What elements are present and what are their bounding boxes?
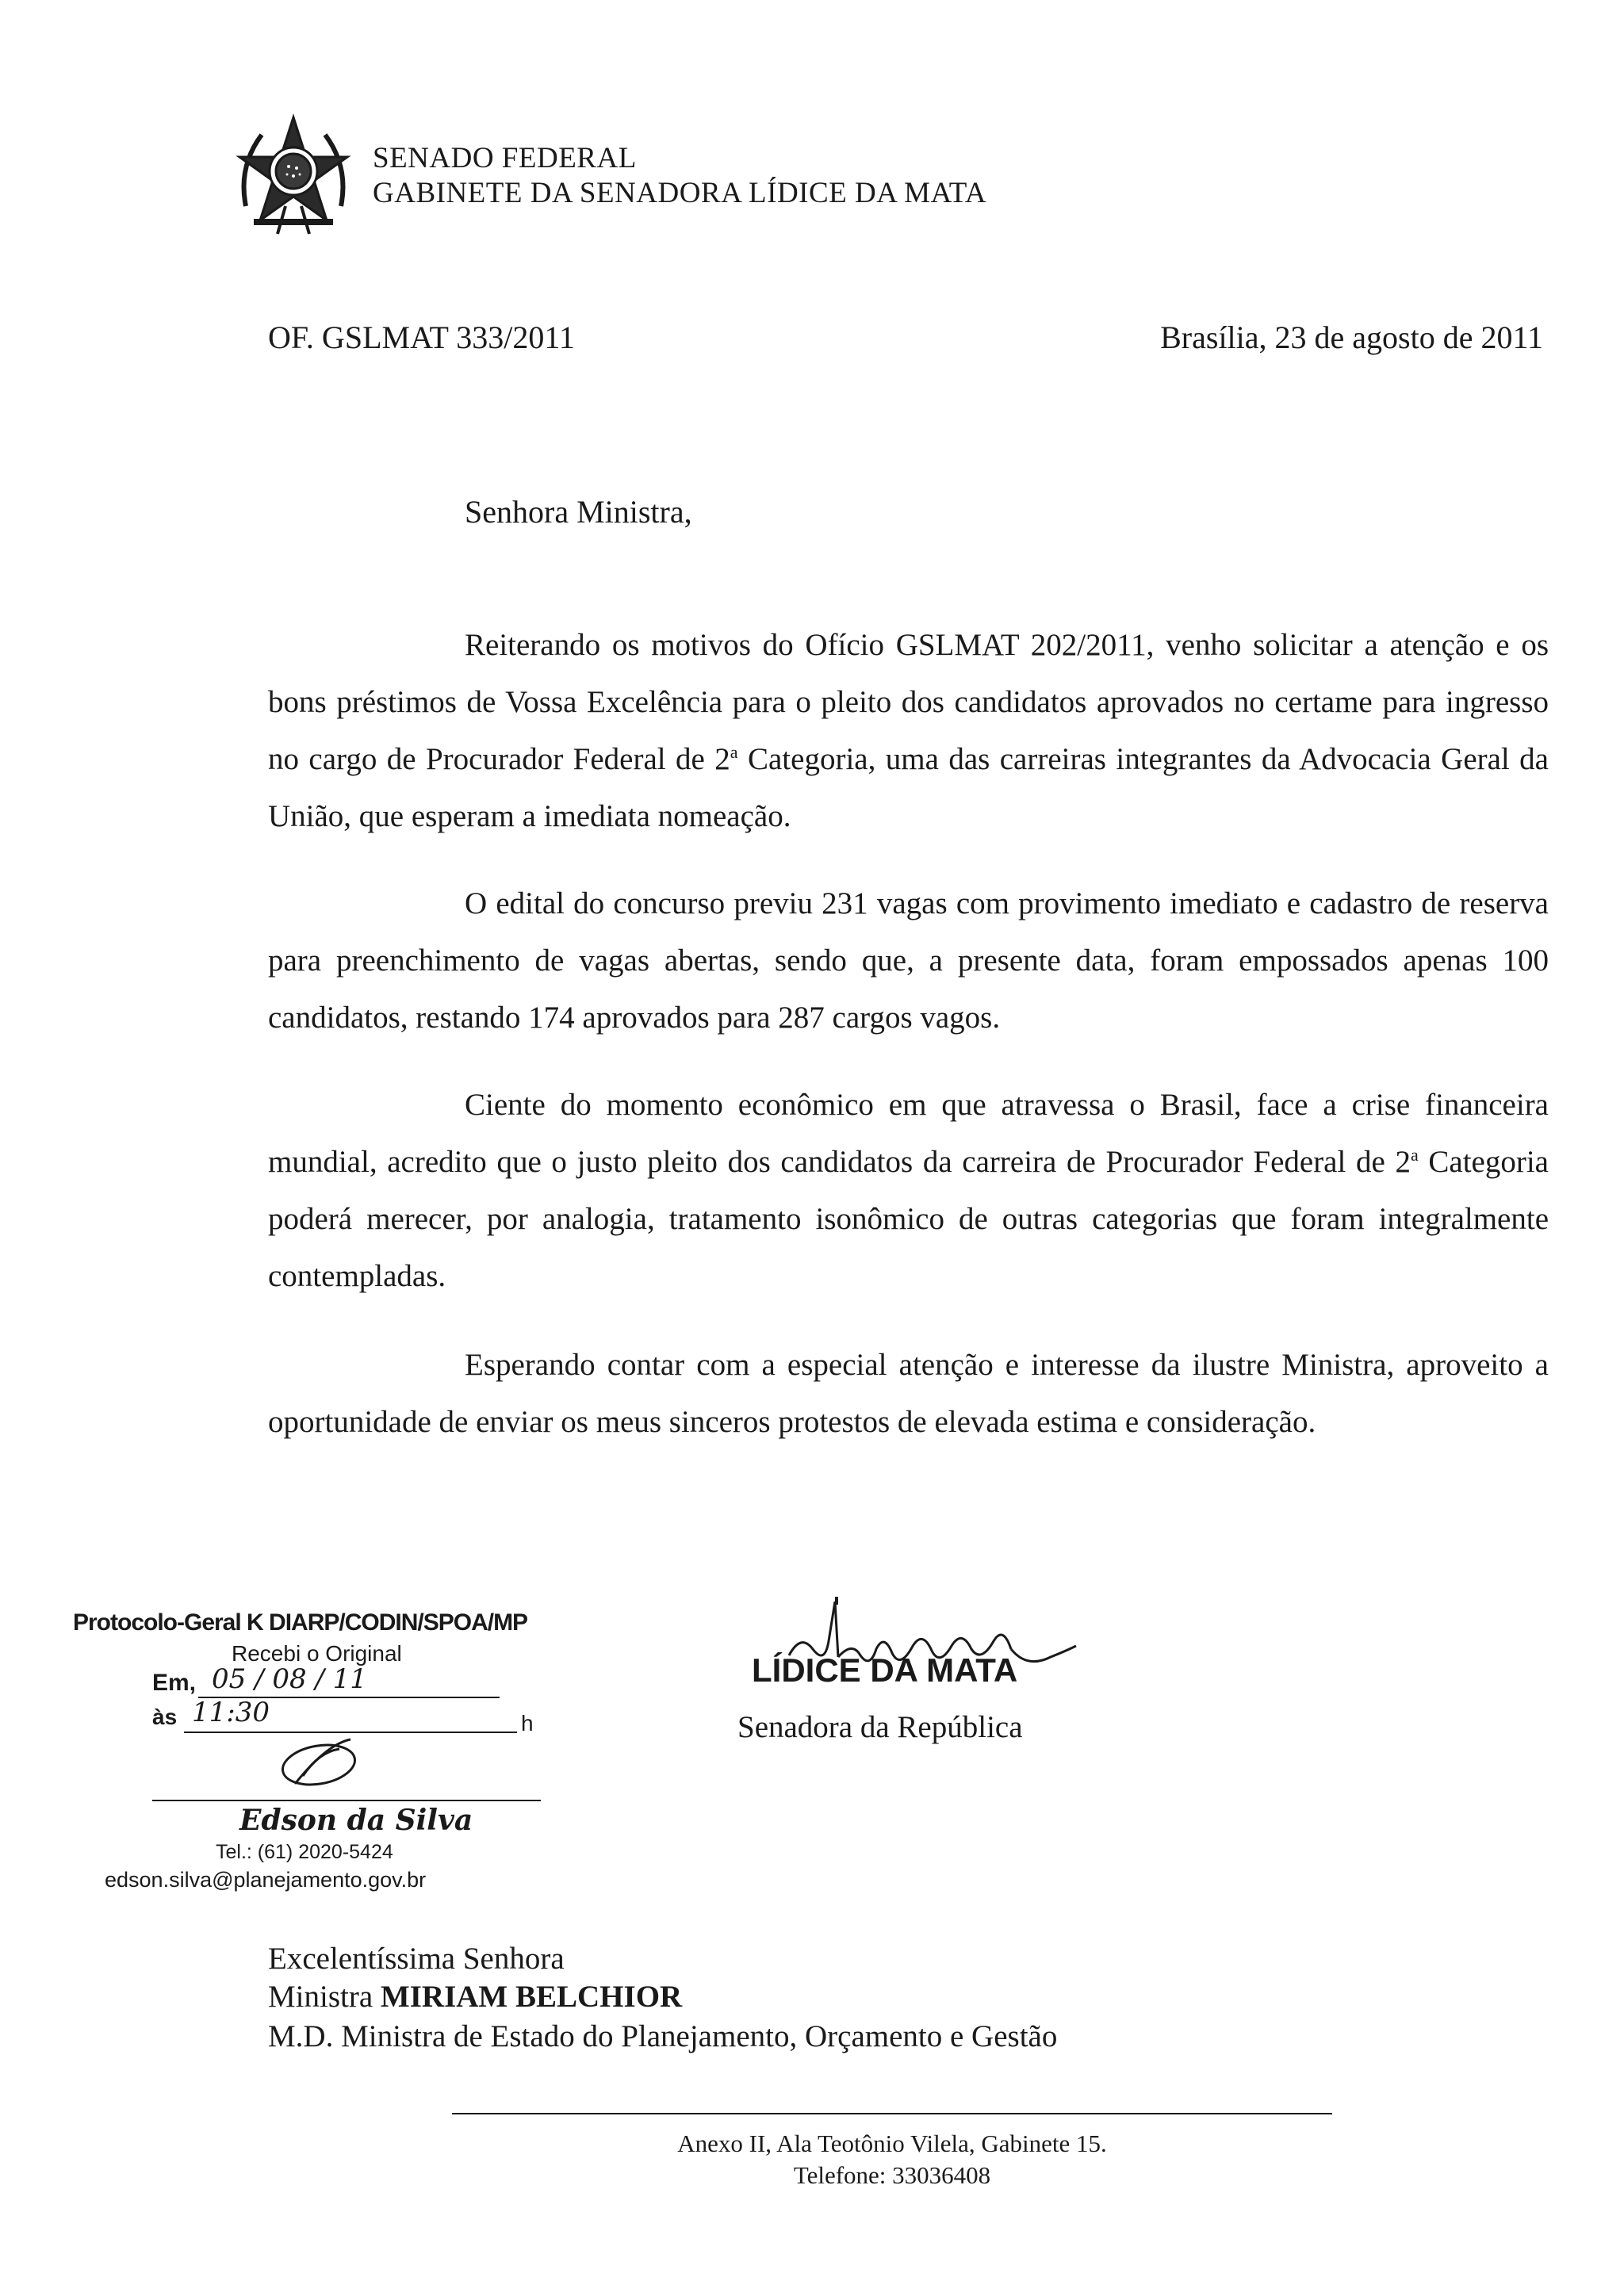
header-line1: SENADO FEDERAL	[373, 142, 637, 174]
paragraph-text: Categoria, uma das carreiras integrantes da Advocacia Geral da União, que esperam a imediata nomeação.	[268, 742, 1549, 833]
recipient-name: MIRIAM BELCHIOR	[380, 1980, 683, 2014]
brasao-republica-icon	[230, 111, 357, 238]
stamp-title: Protocolo-Geral K DIARP/CODIN/SPOA/MP	[73, 1609, 528, 1636]
stamp-as-label: às	[152, 1705, 178, 1729]
senator-name: LÍDICE DA MATA	[752, 1651, 1018, 1689]
stamp-em-label: Em,	[152, 1670, 197, 1696]
stamp-h-label: h	[521, 1711, 534, 1735]
footer-phone: Telefone: 33036408	[793, 2161, 991, 2189]
recipient-line1: Excelentíssima Senhora	[268, 1942, 565, 1976]
body-paragraph	[268, 617, 1549, 845]
letter-date: Brasília, 23 de agosto de 2011	[1160, 320, 1543, 355]
paragraph-text: Reiterando os motivos do Ofício GSLMAT 202/2011, venho solicitar a atenção e os bons préstimos de Vossa Excelência para o pleito dos candidatos aprovados no certame para ingresso no cargo de Procurador Federal de 2	[268, 628, 1549, 776]
recipient-line2	[268, 1979, 682, 2015]
stamp-em-value: 05 / 08 / 11	[212, 1663, 367, 1695]
paragraph-text: Categoria poderá merecer, por analogia, tratamento isonômico de outras categorias que foram integralmente contempladas.	[268, 1145, 1549, 1293]
stamp-email: edson.silva@planejamento.gov.br	[105, 1868, 427, 1892]
stamp-initials-signature	[263, 1736, 374, 1792]
recipient-title: Ministra	[268, 1980, 381, 2014]
stamp-divider	[152, 1800, 541, 1801]
paragraph-text: Esperando contar com a especial atenção e interesse da ilustre Ministra, aproveito a oportunidade de enviar os meus sinceros protestos de elevada estima e consideração.	[268, 1348, 1549, 1439]
paragraph-text: O edital do concurso previu 231 vagas com provimento imediato e cadastro de reserva para preenchimento de vagas abertas, sendo que, a presente data, foram empossados apenas 100 candidatos, restando 174 aprovados para 287 cargos vagos.	[268, 886, 1549, 1035]
office-reference: OF. GSLMAT 333/2011	[268, 320, 575, 355]
stamp-as-value: 11:30	[192, 1697, 270, 1728]
footer-divider	[452, 2113, 1332, 2114]
senator-role: Senadora da República	[737, 1710, 1023, 1744]
recipient-line3: M.D. Ministra de Estado do Planejamento, Orçamento e Gestão	[268, 2019, 1058, 2053]
header-line2: GABINETE DA SENADORA LÍDICE DA MATA	[373, 177, 987, 209]
footer-address: Anexo II, Ala Teotônio Vilela, Gabinete 15.	[677, 2130, 1107, 2157]
stamp-received: Recebi o Original	[232, 1641, 402, 1666]
body-paragraph	[268, 1337, 1549, 1451]
protocol-stamp	[73, 1609, 596, 1895]
ordinal-superscript: a	[1410, 1145, 1419, 1165]
stamp-phone: Tel.: (61) 2020-5424	[216, 1841, 393, 1863]
paragraph-text: Ciente do momento econômico em que atravessa o Brasil, face a crise financeira mundial, acredito que o justo pleito dos candidatos da carreira de Procurador Federal de 2	[268, 1088, 1549, 1179]
stamp-name: Edson da Silva	[239, 1804, 473, 1837]
ordinal-superscript: a	[730, 742, 738, 762]
stamp-as-underline	[184, 1732, 517, 1733]
salutation: Senhora Ministra,	[465, 494, 692, 530]
body-paragraph	[268, 1077, 1549, 1305]
body-paragraph	[268, 875, 1549, 1047]
